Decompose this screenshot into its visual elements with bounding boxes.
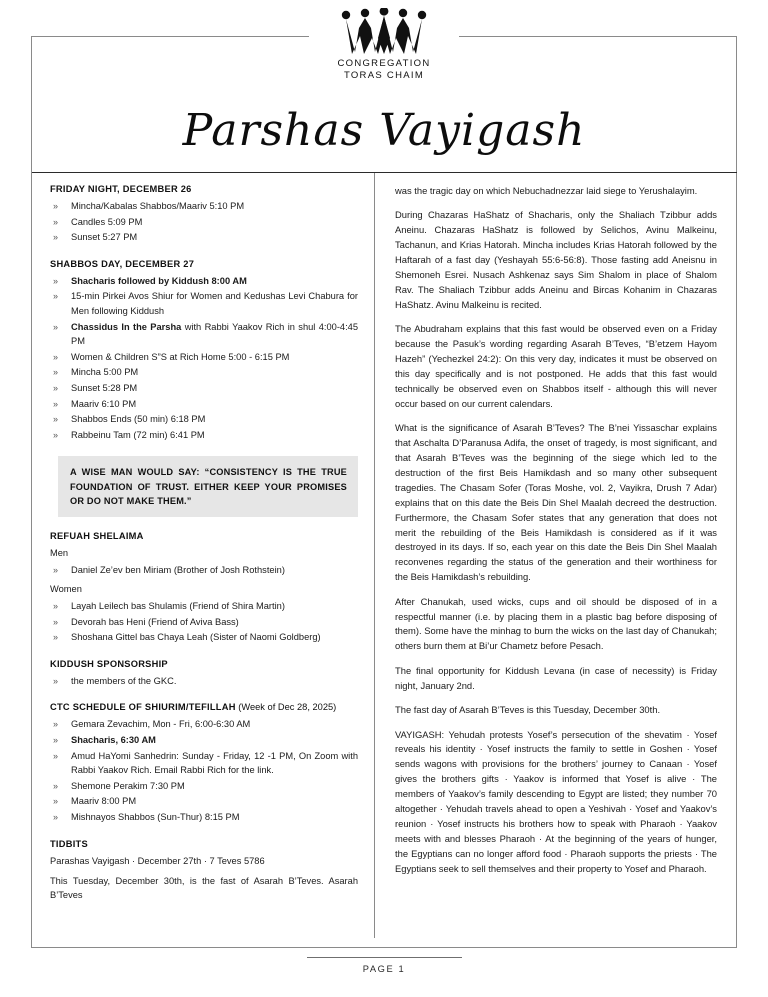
refuah-men-label: Men — [50, 548, 69, 559]
bullet-chevron-icon: » — [53, 719, 59, 730]
bullet-chevron-icon: » — [53, 796, 59, 807]
right-column — [375, 173, 737, 948]
list-item — [50, 215, 358, 230]
refuah-men-list — [50, 563, 358, 578]
org-name-line2: TORAS CHAIM — [343, 70, 425, 81]
refuah-women-list — [50, 599, 358, 645]
list-item-label: Rabbeinu Tam (72 min) 6:41 PM — [71, 429, 205, 440]
body-paragraph: After Chanukah, used wicks, cups and oil should be disposed of in a respectful manner (i.e. by placing them in a plastic bag before disposing of them). Some have the minhag to burn the wicks on the last day of Chanukah; others burn them at Bi’ur Chametz before Pesach. — [395, 595, 717, 652]
list-item — [50, 733, 358, 748]
list-item-label: Shemone Perakim 7:30 PM — [71, 780, 185, 791]
bullet-chevron-icon: » — [53, 275, 59, 286]
ctc-heading-note: (Week of Dec 28, 2025) — [235, 702, 337, 713]
quote-text: A WISE MAN WOULD SAY: “CONSISTENCY IS THE TRUE FOUNDATION OF TRUST. EITHER KEEP YOUR PROMISES OR DO NOT MAKE THEM.” — [70, 467, 347, 506]
bullet-chevron-icon: » — [53, 367, 59, 378]
footer-divider — [307, 957, 462, 958]
ctc-heading-main: CTC SCHEDULE OF SHIURIM/TEFILLAH — [50, 702, 236, 713]
list-item — [50, 230, 358, 245]
bullet-chevron-icon: » — [53, 734, 59, 745]
org-name-line1: CONGREGATION — [337, 58, 431, 69]
bullet-chevron-icon: » — [53, 232, 59, 243]
section-heading-ctc — [50, 702, 358, 712]
list-item-label: Daniel Ze’ev ben Miriam (Brother of Josh Rothstein) — [71, 564, 285, 575]
bullet-chevron-icon: » — [53, 600, 59, 611]
bullet-chevron-icon: » — [53, 564, 59, 575]
list-item — [50, 810, 358, 825]
section-heading-kiddush: KIDDUSH SPONSORSHIP — [50, 658, 168, 669]
list-item-label: Amud HaYomi Sanhedrin: Sunday - Friday, 12 -1 PM, On Zoom with Rabbi Yaakov Rich. Email Rabbi Rich for the link. — [71, 750, 358, 776]
bullet-chevron-icon: » — [53, 675, 59, 686]
page-title: Parshas Vayigash — [182, 105, 586, 156]
list-item-label: Shoshana Gittel bas Chaya Leah (Sister of Naomi Goldberg) — [71, 632, 321, 643]
list-item-label: 15-min Pirkei Avos Shiur for Women and Kedushas Levi Chabura for Men following Kiddush — [71, 291, 358, 316]
kiddush-list — [50, 674, 358, 689]
list-item — [50, 365, 358, 380]
bullet-chevron-icon: » — [53, 291, 59, 302]
left-column — [32, 173, 374, 948]
list-item-label: Shabbos Ends (50 min) 6:18 PM — [71, 414, 206, 425]
list-item-label: Mishnayos Shabbos (Sun-Thur) 8:15 PM — [71, 811, 240, 822]
bullet-chevron-icon: » — [53, 780, 59, 791]
list-item-label: Maariv 6:10 PM — [71, 398, 137, 409]
title-divider — [32, 172, 737, 173]
bullet-chevron-icon: » — [53, 616, 59, 627]
friday-night-list — [50, 199, 358, 245]
list-item-label: Mincha/Kabalas Shabbos/Maariv 5:10 PM — [71, 201, 245, 211]
page-number: PAGE 1 — [362, 964, 406, 974]
list-item — [50, 381, 358, 396]
list-item — [50, 289, 358, 318]
body-paragraph: was the tragic day on which Nebuchadnezzar laid siege to Yerushalayim. — [395, 185, 698, 196]
bullet-chevron-icon: » — [53, 632, 59, 643]
list-item — [50, 428, 358, 443]
list-item-emphasis: Chassidus In the Parsha — [71, 321, 182, 332]
list-item — [50, 563, 358, 578]
section-heading-friday-night: FRIDAY NIGHT, DECEMBER 26 — [50, 184, 192, 194]
bullet-chevron-icon: » — [53, 216, 59, 227]
bullet-chevron-icon: » — [53, 321, 59, 332]
body-paragraph: The fast day of Asarah B’Teves is this Tuesday, December 30th. — [395, 704, 661, 716]
list-item — [50, 274, 358, 289]
tidbits-dateline: Parashas Vayigash · December 27th · 7 Teves 5786 — [50, 855, 265, 866]
list-item — [50, 412, 358, 427]
tidbits-paragraph: This Tuesday, December 30th, is the fast of Asarah B’Teves. Asarah B’Teves — [50, 875, 358, 901]
list-item-label — [71, 276, 247, 286]
list-item-label: Devorah bas Heni (Friend of Aviva Bass) — [71, 616, 239, 627]
list-item — [50, 350, 358, 365]
body-paragraph: What is the significance of Asarah B’Teves? The B’nei Yissaschar explains that Aschalta D’Paranusa Adifa, the onset of tragedy, is most significant, and that Asarah B’Teves was the beginning of the siege which led to the destruction of the first Beis Hamikdash and so many other subsequent tragedies. The Chasam Sofer (Toras Moshe, vol. 2, Vayikra, Drush 7 Adar) explains that on this date the Beis Din Shel Maalah decreed the destruction. Furthermore, the Chasam Sofer states that any generation that does not merit the rebuilding of the Beis Hamikdash is considered as if it was destroyed in its days. If so, each year on this date the Beis Din Shel Maalah reconvenes regarding the status of the generation and their worthiness for the Beis Hamikdash’s rebuilding. — [395, 422, 717, 583]
list-item-emphasis: Shacharis followed by Kiddush 8:00 AM — [71, 275, 247, 286]
list-item — [50, 717, 358, 732]
ctc-list — [50, 717, 358, 824]
body-paragraph: The Abudraham explains that this fast would be observed even on a Friday because the Pasuk’s wording regarding Asarah B’Teves, “B’etzem Hayom Hazeh” (Yechezkel 24:2): On this very day, indicates it must be observed on this day specifically and is not postponed. He adds that this fast would technically be observed even on Shabbos itself - although this will never occur based on our current calendars. — [395, 323, 717, 409]
list-item-label: Candles 5:09 PM — [71, 216, 143, 227]
section-heading-shabbos-day: SHABBOS DAY, DECEMBER 27 — [50, 258, 195, 269]
bullet-chevron-icon: » — [53, 351, 59, 362]
section-heading-tidbits: TIDBITS — [50, 838, 88, 849]
body-paragraph: VAYIGASH: Yehudah protests Yosef’s persecution of the shevatim · Yosef reveals his identity · Yosef instructs the family to settle in Goshen · Yosef sends wagons with provisions for the brothers’ journey to Canaan · Yosef gives the brothers gifts · Yaakov is informed that Yosef is alive · The members of Yaakov’s family descending to Egypt are listed; they number 70 altogether · Yehudah travels ahead to open a Yeshivah · Yosef and Yaakov’s reunion · Yosef instructs his brothers how to speak with Pharaoh · Yaakov meets with and blesses Pharaoh · At the beginning of the years of hunger, the Egyptians can no longer afford food · Pharaoh supports the priests · The Egyptians seek to sell themselves and their property to Yosef and Pharaoh. — [395, 728, 717, 874]
list-item-emphasis: Shacharis, 6:30 AM — [71, 734, 156, 745]
list-item-label: Gemara Zevachim, Mon - Fri, 6:00-6:30 AM — [71, 719, 251, 730]
bullet-chevron-icon: » — [53, 429, 59, 440]
parsha-title-band — [32, 100, 736, 172]
bullet-chevron-icon: » — [53, 398, 59, 409]
list-item — [50, 674, 358, 689]
list-item — [50, 199, 358, 214]
bullet-chevron-icon: » — [53, 382, 59, 393]
bullet-chevron-icon: » — [53, 750, 59, 761]
bullet-chevron-icon: » — [53, 201, 59, 211]
list-item — [50, 630, 358, 645]
body-paragraph: During Chazaras HaShatz of Shacharis, only the Shaliach Tzibbur adds Aneinu. Chazaras HaShatz is followed by Selichos, Avinu Malkeinu, Tachanun, and Krias Hatorah. Mincha includes Krias Hatorah followed by the Haftarah of a fast day (Yeshayah 55:6-56:8). Those fasting add Aneisnu in Shemoneh Esrei. Nusach Ashkenaz says Sim Shalom in place of Shalom Rav. The Shaliach Tzibbur adds Aneinu and Bircas Kohanim in Chazaras HaShatz. Avinu Malkeinu is recited. — [395, 209, 717, 310]
content-columns — [32, 173, 737, 948]
list-item-label: the members of the GKC. — [71, 675, 177, 686]
list-item-label — [71, 735, 156, 745]
shabbos-day-list — [50, 274, 358, 443]
list-item — [50, 615, 358, 630]
refuah-women-label: Women — [50, 584, 82, 595]
list-item — [50, 320, 358, 349]
list-item-label: Women & Children S”S at Rich Home 5:00 - 6:15 PM — [71, 351, 290, 362]
section-heading-refuah: REFUAH SHELAIMA — [50, 531, 144, 542]
list-item-label: Sunset 5:27 PM — [71, 232, 138, 243]
bullet-chevron-icon: » — [53, 414, 59, 425]
list-item — [50, 599, 358, 614]
list-item-label: Mincha 5:00 PM — [71, 367, 139, 378]
list-item-label: Layah Leilech bas Shulamis (Friend of Shira Martin) — [71, 600, 285, 611]
list-item — [50, 397, 358, 412]
bullet-chevron-icon: » — [53, 811, 59, 822]
list-item-label: Maariv 8:00 PM — [71, 796, 137, 807]
list-item-label: Chassidus In the Parsha with Rabbi Yaakov Rich in shul 4:00-4:45 PM — [71, 321, 359, 347]
list-item — [50, 749, 358, 778]
quote-box — [58, 456, 358, 517]
body-paragraph: The final opportunity for Kiddush Levana (in case of necessity) is Friday night, January 2nd. — [395, 664, 717, 691]
list-item — [50, 779, 358, 794]
list-item — [50, 794, 358, 809]
list-item-label: Sunset 5:28 PM — [71, 382, 138, 393]
